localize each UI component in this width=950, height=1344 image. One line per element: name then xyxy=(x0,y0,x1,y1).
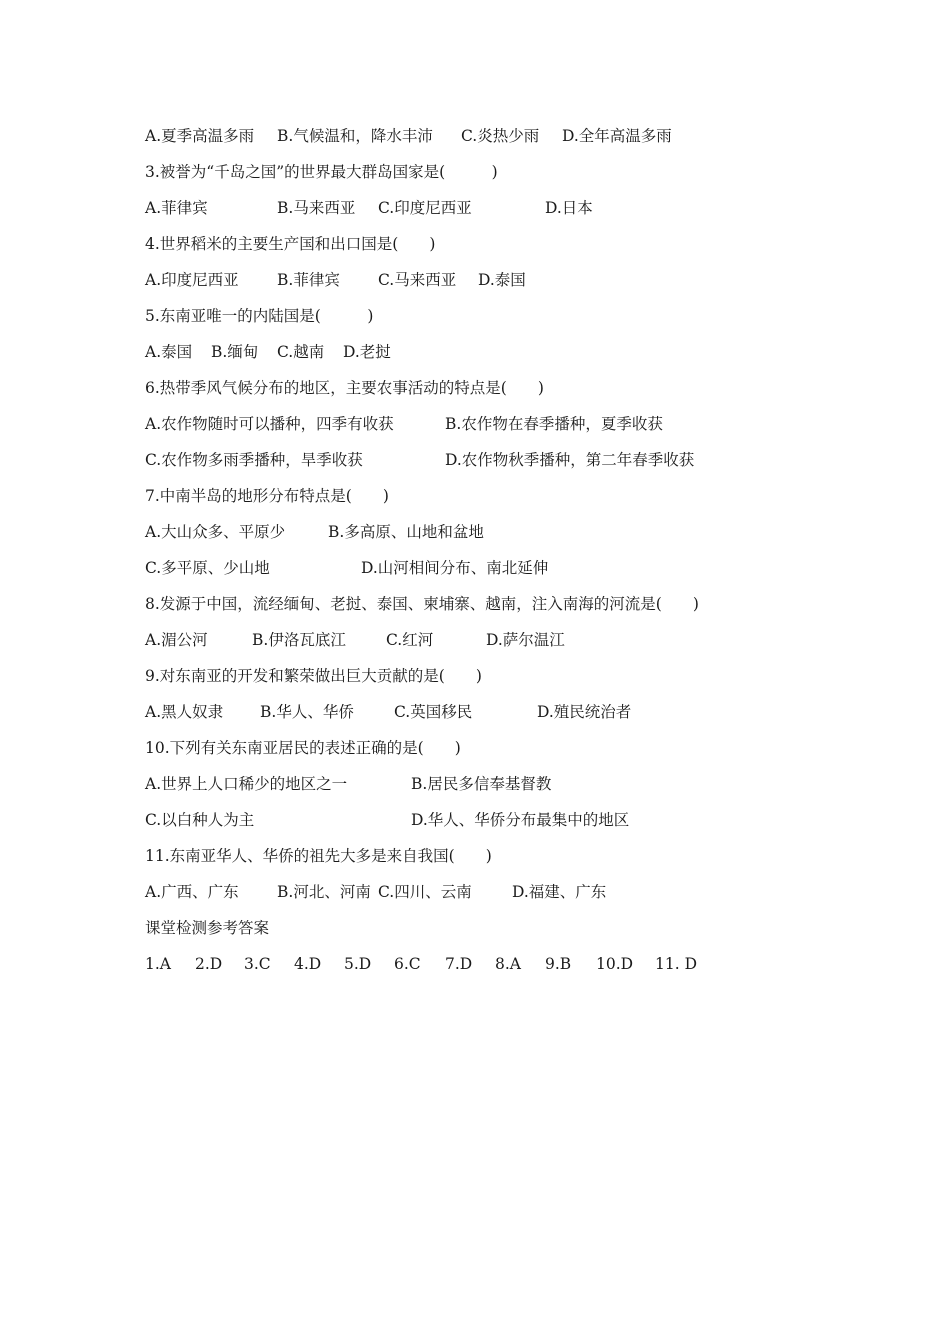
q3-option-c: C.印度尼西亚 xyxy=(378,199,472,217)
q7-option-d: D.山河相间分布、南北延伸 xyxy=(361,559,549,577)
q6-option-a: A.农作物随时可以播种，四季有收获 xyxy=(145,415,394,433)
q4-option-b: B.菲律宾 xyxy=(277,271,340,289)
q3-options-line xyxy=(145,196,593,220)
answers-line xyxy=(145,952,698,976)
q9-stem: 9.对东南亚的开发和繁荣做出巨大贡献的是( ) xyxy=(145,667,482,685)
q10-option-c: C.以白种人为主 xyxy=(145,811,255,829)
answer-2: 2.D xyxy=(195,955,223,973)
q7-stem: 7.中南半岛的地形分布特点是( ) xyxy=(145,487,389,505)
q11-option-c: C.四川、云南 xyxy=(378,883,472,901)
answer-3: 3.C xyxy=(244,955,271,973)
q10-option-d: D.华人、华侨分布最集中的地区 xyxy=(411,811,630,829)
q4-option-d: D.泰国 xyxy=(478,271,526,289)
q11-option-b: B.河北、河南 xyxy=(277,883,371,901)
q6-option-b: B.农作物在春季播种，夏季收获 xyxy=(445,415,663,433)
q3-option-d: D.日本 xyxy=(545,199,593,217)
answers-heading: 课堂检测参考答案 xyxy=(145,919,270,937)
answer-10: 10.D xyxy=(596,955,634,973)
q6-option-c: C.农作物多雨季播种，旱季收获 xyxy=(145,451,363,469)
q2-option-d: D.全年高温多雨 xyxy=(562,127,672,145)
q5-option-a: A.泰国 xyxy=(145,343,193,361)
q8-stem: 8.发源于中国，流经缅甸、老挝、泰国、柬埔寨、越南，注入南海的河流是( ) xyxy=(145,595,699,613)
q9-option-b: B.华人、华侨 xyxy=(260,703,354,721)
q2-option-b: B.气候温和，降水丰沛 xyxy=(277,127,433,145)
q8-option-d: D.萨尔温江 xyxy=(486,631,565,649)
answer-1: 1.A xyxy=(145,955,171,973)
q10-options-line-1 xyxy=(145,772,552,796)
q11-options-line xyxy=(145,880,607,904)
q10-options-line-2 xyxy=(145,808,630,832)
q2-option-c: C.炎热少雨 xyxy=(461,127,540,145)
q5-option-c: C.越南 xyxy=(277,343,325,361)
q7-options-line-1 xyxy=(145,520,484,544)
q10-option-a: A.世界上人口稀少的地区之一 xyxy=(145,775,348,793)
answer-11: 11. D xyxy=(655,955,698,973)
q6-stem: 6.热带季风气候分布的地区，主要农事活动的特点是( ) xyxy=(145,379,544,397)
answer-5: 5.D xyxy=(344,955,372,973)
q6-options-line-2 xyxy=(145,448,695,472)
q6-option-d: D.农作物秋季播种，第二年春季收获 xyxy=(445,451,695,469)
answer-8: 8.A xyxy=(495,955,521,973)
q8-option-c: C.红河 xyxy=(386,631,434,649)
answer-6: 6.C xyxy=(394,955,421,973)
q8-options-line xyxy=(145,628,565,652)
q7-option-a: A.大山众多、平原少 xyxy=(145,523,286,541)
q11-stem: 11.东南亚华人、华侨的祖先大多是来自我国( ) xyxy=(145,847,492,865)
q2-options-line xyxy=(145,124,672,148)
q10-stem: 10.下列有关东南亚居民的表述正确的是( ) xyxy=(145,739,461,757)
q3-option-a: A.菲律宾 xyxy=(145,199,208,217)
q3-option-b: B.马来西亚 xyxy=(277,199,356,217)
q5-options-line xyxy=(145,340,391,364)
q3-stem: 3.被誉为“千岛之国”的世界最大群岛国家是( ) xyxy=(145,163,498,181)
q4-option-c: C.马来西亚 xyxy=(378,271,457,289)
q8-option-a: A.湄公河 xyxy=(145,631,208,649)
q9-option-a: A.黑人奴隶 xyxy=(145,703,224,721)
answer-9: 9.B xyxy=(545,955,572,973)
q5-option-b: B.缅甸 xyxy=(211,343,259,361)
q5-option-d: D.老挝 xyxy=(343,343,391,361)
q9-option-d: D.殖民统治者 xyxy=(537,703,632,721)
q2-option-a: A.夏季高温多雨 xyxy=(145,127,255,145)
q7-option-b: B.多高原、山地和盆地 xyxy=(328,523,484,541)
q8-option-b: B.伊洛瓦底江 xyxy=(252,631,346,649)
q6-options-line-1 xyxy=(145,412,663,436)
q4-option-a: A.印度尼西亚 xyxy=(145,271,239,289)
q11-option-a: A.广西、广东 xyxy=(145,883,239,901)
q9-option-c: C.英国移民 xyxy=(394,703,473,721)
q4-options-line xyxy=(145,268,526,292)
answer-7: 7.D xyxy=(445,955,473,973)
q5-stem: 5.东南亚唯一的内陆国是( ) xyxy=(145,307,374,325)
q10-option-b: B.居民多信奉基督教 xyxy=(411,775,552,793)
q7-options-line-2 xyxy=(145,556,549,580)
q7-option-c: C.多平原、少山地 xyxy=(145,559,270,577)
q11-option-d: D.福建、广东 xyxy=(512,883,607,901)
q9-options-line xyxy=(145,700,632,724)
q4-stem: 4.世界稻米的主要生产国和出口国是( ) xyxy=(145,235,436,253)
answer-4: 4.D xyxy=(294,955,322,973)
